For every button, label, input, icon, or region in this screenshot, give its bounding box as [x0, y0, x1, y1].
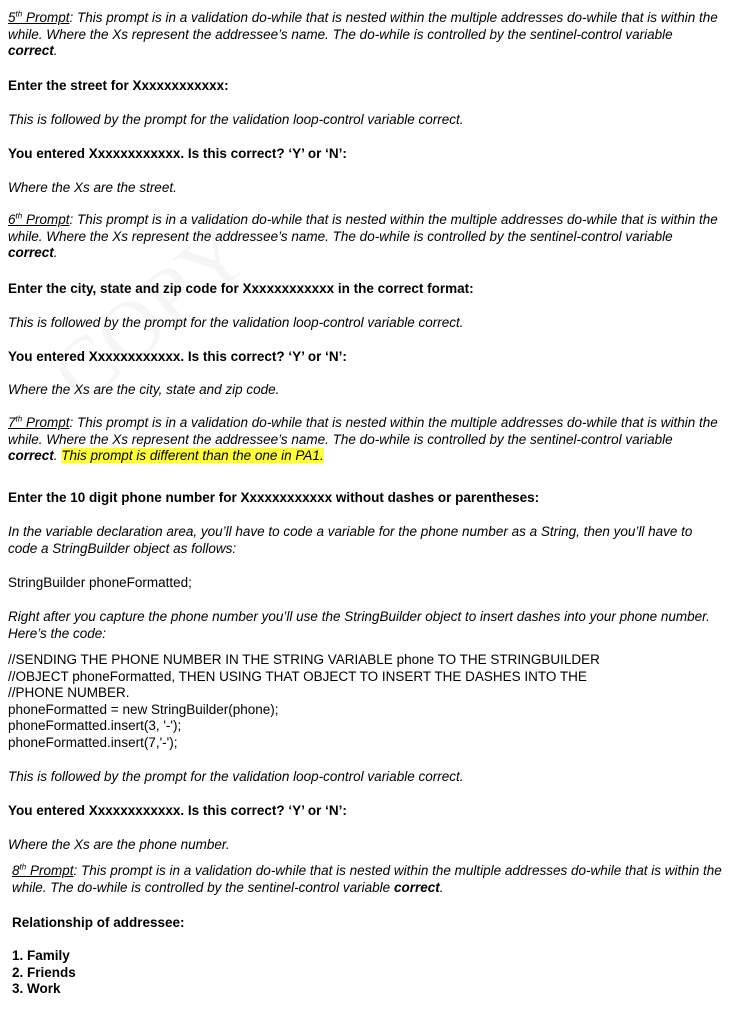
city-state-zip-prompt: Enter the city, state and zip code for Xxxxxxxxxxxx in the correct format:: [8, 281, 474, 296]
entered-confirm-1: You entered Xxxxxxxxxxxx. Is this correct? ‘Y’ or ‘N’:: [8, 146, 347, 161]
phone-number-prompt: Enter the 10 digit phone number for Xxxxxxxxxxxx without dashes or parentheses:: [8, 490, 540, 505]
where-street-text: Where the Xs are the street.: [8, 180, 177, 195]
prompt-5-label: 5th Prompt: [8, 9, 70, 25]
highlighted-note: This prompt is different than the one in PA1.: [61, 448, 324, 463]
prompt-7-paragraph: 7th Prompt: This prompt is in a validation do-while that is nested within the multiple addresses do-while that is within the while. Where the Xs represent the addressee’s name. The do-while is controlled by the sentinel-control variable correct. This prompt is different than the one in PA1.: [8, 414, 718, 463]
relationship-option-family: 1. Family: [12, 948, 70, 963]
prompt-8-label: 8th Prompt: [12, 862, 74, 878]
code-line: //OBJECT phoneFormatted, THEN USING THAT OBJECT TO INSERT THE DASHES INTO THE: [8, 668, 587, 684]
code-line: phoneFormatted = new StringBuilder(phone);: [8, 701, 279, 717]
prompt-6-label: 6th Prompt: [8, 211, 70, 227]
relationship-option-friends: 2. Friends: [12, 964, 76, 980]
right-after-text: Right after you capture the phone number you’ll use the StringBuilder object to insert dashes into your phone number. Here’s the code:: [8, 609, 710, 641]
code-line: //SENDING THE PHONE NUMBER IN THE STRING VARIABLE phone TO THE STRINGBUILDER: [8, 652, 600, 667]
stringbuilder-declaration: StringBuilder phoneFormatted;: [8, 575, 192, 590]
prompt-5-paragraph: 5th Prompt: This prompt is in a validation do-while that is nested within the multiple addresses do-while that is within the while. Where the Xs represent the addressee’s name. The do-while is controlled by the sentinel-control variable correct.: [8, 9, 718, 58]
relationship-option-work: 3. Work: [12, 981, 61, 996]
relationship-options-list: [12, 948, 76, 998]
relationship-heading: Relationship of addressee:: [12, 915, 185, 930]
entered-confirm-3: You entered Xxxxxxxxxxxx. Is this correct? ‘Y’ or ‘N’:: [8, 803, 347, 818]
street-prompt: Enter the street for Xxxxxxxxxxxx:: [8, 78, 229, 93]
followed-by-text-2: This is followed by the prompt for the validation loop-control variable correct.: [8, 315, 464, 330]
code-block: [8, 652, 723, 751]
where-city-text: Where the Xs are the city, state and zip code.: [8, 382, 280, 397]
prompt-7-label: 7th Prompt: [8, 414, 70, 430]
prompt-8-paragraph: 8th Prompt: This prompt is in a validation do-while that is nested within the multiple addresses do-while that is within the while. The do-while is controlled by the sentinel-control variable correct.: [12, 862, 722, 895]
where-phone-text: Where the Xs are the phone number.: [8, 837, 230, 852]
code-line: //PHONE NUMBER.: [8, 685, 130, 700]
followed-by-text-1: This is followed by the prompt for the validation loop-control variable correct.: [8, 112, 464, 127]
followed-by-text-3: This is followed by the prompt for the validation loop-control variable correct.: [8, 769, 464, 784]
variable-declaration-text: In the variable declaration area, you’ll have to code a variable for the phone number as a String, then you’ll have to code a StringBuilder object as follows:: [8, 524, 693, 556]
entered-confirm-2: You entered Xxxxxxxxxxxx. Is this correct? ‘Y’ or ‘N’:: [8, 349, 347, 364]
code-line: phoneFormatted.insert(3, '-');: [8, 718, 182, 733]
prompt-6-paragraph: 6th Prompt: This prompt is in a validation do-while that is nested within the multiple addresses do-while that is within the while. Where the Xs represent the addressee’s name. The do-while is controlled by the sentinel-control variable correct.: [8, 211, 718, 260]
code-line: phoneFormatted.insert(7,'-');: [8, 734, 178, 750]
